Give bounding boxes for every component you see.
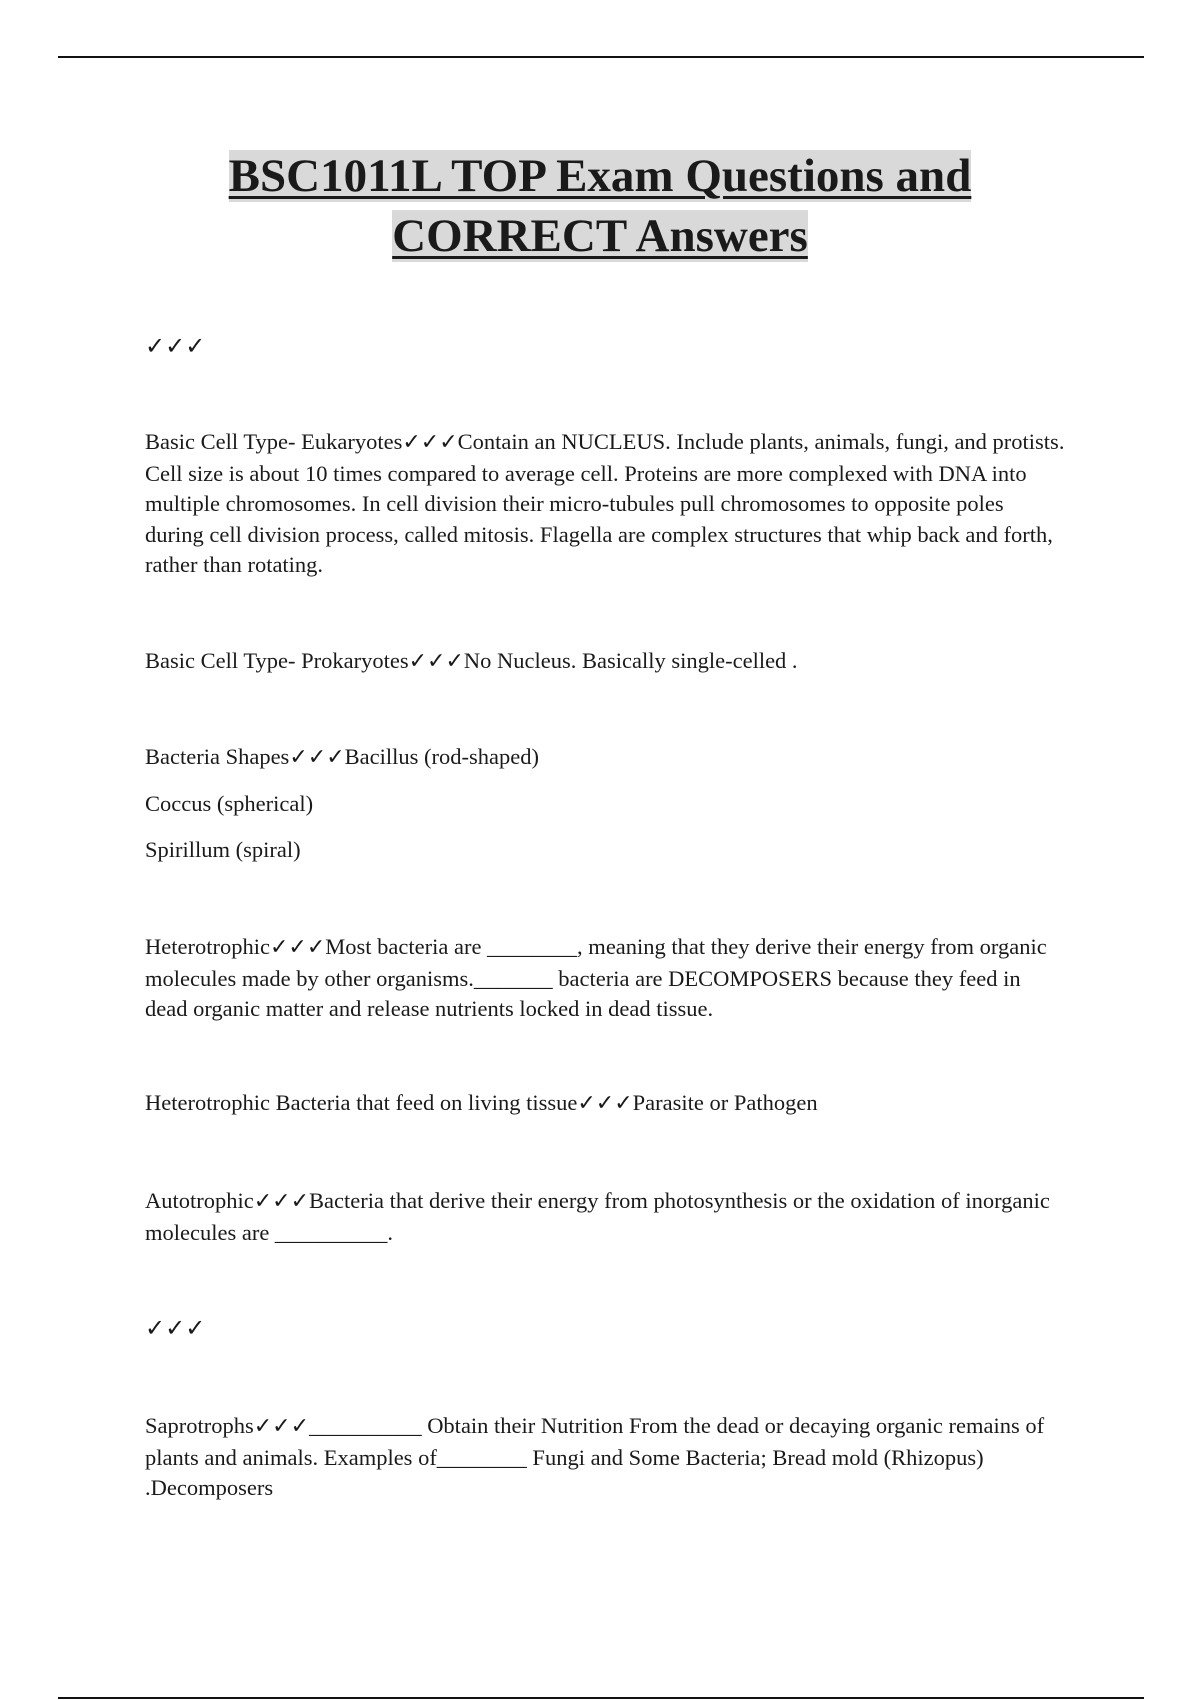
document-title <box>0 146 1200 266</box>
check-icon: ✓✓✓ <box>269 935 326 960</box>
entry-bacteria-shapes <box>145 742 1065 774</box>
top-rule <box>58 56 1144 58</box>
entry-term: Heterotrophic <box>145 934 270 959</box>
entry-term: Basic Cell Type- Prokaryotes <box>145 648 409 673</box>
entry-term: Bacteria Shapes <box>145 744 290 769</box>
entry-answer: __________ Obtain their Nutrition From the dead or decaying organic remains of plants and animals. Examples of________ Fungi and Some Bacteria; Bread mold (Rhizopus) .Decomposers <box>145 1413 1045 1500</box>
entry-term: Saprotrophs <box>145 1413 254 1438</box>
check-icon: ✓✓✓ <box>577 1091 633 1116</box>
entry-answer: No Nucleus. Basically single-celled . <box>463 648 798 673</box>
title-line-1: BSC1011L TOP Exam Questions and <box>228 150 972 202</box>
check-icon: ✓✓✓ <box>408 649 464 674</box>
title-line-2: CORRECT Answers <box>392 210 808 262</box>
entry-autotrophic <box>145 1186 1065 1248</box>
check-icon: ✓✓✓ <box>402 430 458 455</box>
entry-term: Heterotrophic Bacteria that feed on living tissue <box>145 1090 578 1115</box>
checkmarks-2: ✓✓✓ <box>145 1314 206 1342</box>
entry-term: Basic Cell Type- Eukaryotes <box>145 429 403 454</box>
entry-extra-line: Coccus (spherical) <box>145 791 314 816</box>
check-icon: ✓✓✓ <box>289 745 345 770</box>
entry-answer: Parasite or Pathogen <box>632 1090 818 1115</box>
entry-saprotrophs <box>145 1411 1065 1504</box>
entry-extra-line: Spirillum (spiral) <box>145 837 301 862</box>
check-icon: ✓✓✓ <box>253 1189 310 1214</box>
entry-answer: Bacillus (rod-shaped) <box>344 744 539 769</box>
entry-term: Autotrophic <box>145 1188 254 1213</box>
entry-eukaryotes <box>145 427 1065 581</box>
entry-prokaryotes <box>145 646 1065 678</box>
checkmarks-1: ✓✓✓ <box>145 332 206 360</box>
entry-answer: Bacteria that derive their energy from photosynthesis or the oxidation of inorganic molecules are __________. <box>145 1188 1050 1245</box>
entry-answer: Contain an NUCLEUS. Include plants, animals, fungi, and protists. Cell size is about 10 times compared to average cell. Proteins are more complexed with DNA into multiple chromosomes. In cell division their micro-tubules pull chromosomes to opposite poles during cell division process, called mitosis. Flagella are complex structures that whip back and forth, rather than rotating. <box>145 429 1065 577</box>
entry-answer: Most bacteria are ________, meaning that they derive their energy from organic molecules made by other organisms._______ bacteria are DECOMPOSERS because they feed in dead organic matter and release nutrients locked in dead tissue. <box>145 934 1047 1021</box>
bottom-rule <box>58 1697 1144 1699</box>
entry-heterotrophic-living <box>145 1088 1065 1120</box>
entry-heterotrophic <box>145 932 1065 1025</box>
check-icon: ✓✓✓ <box>253 1414 310 1439</box>
